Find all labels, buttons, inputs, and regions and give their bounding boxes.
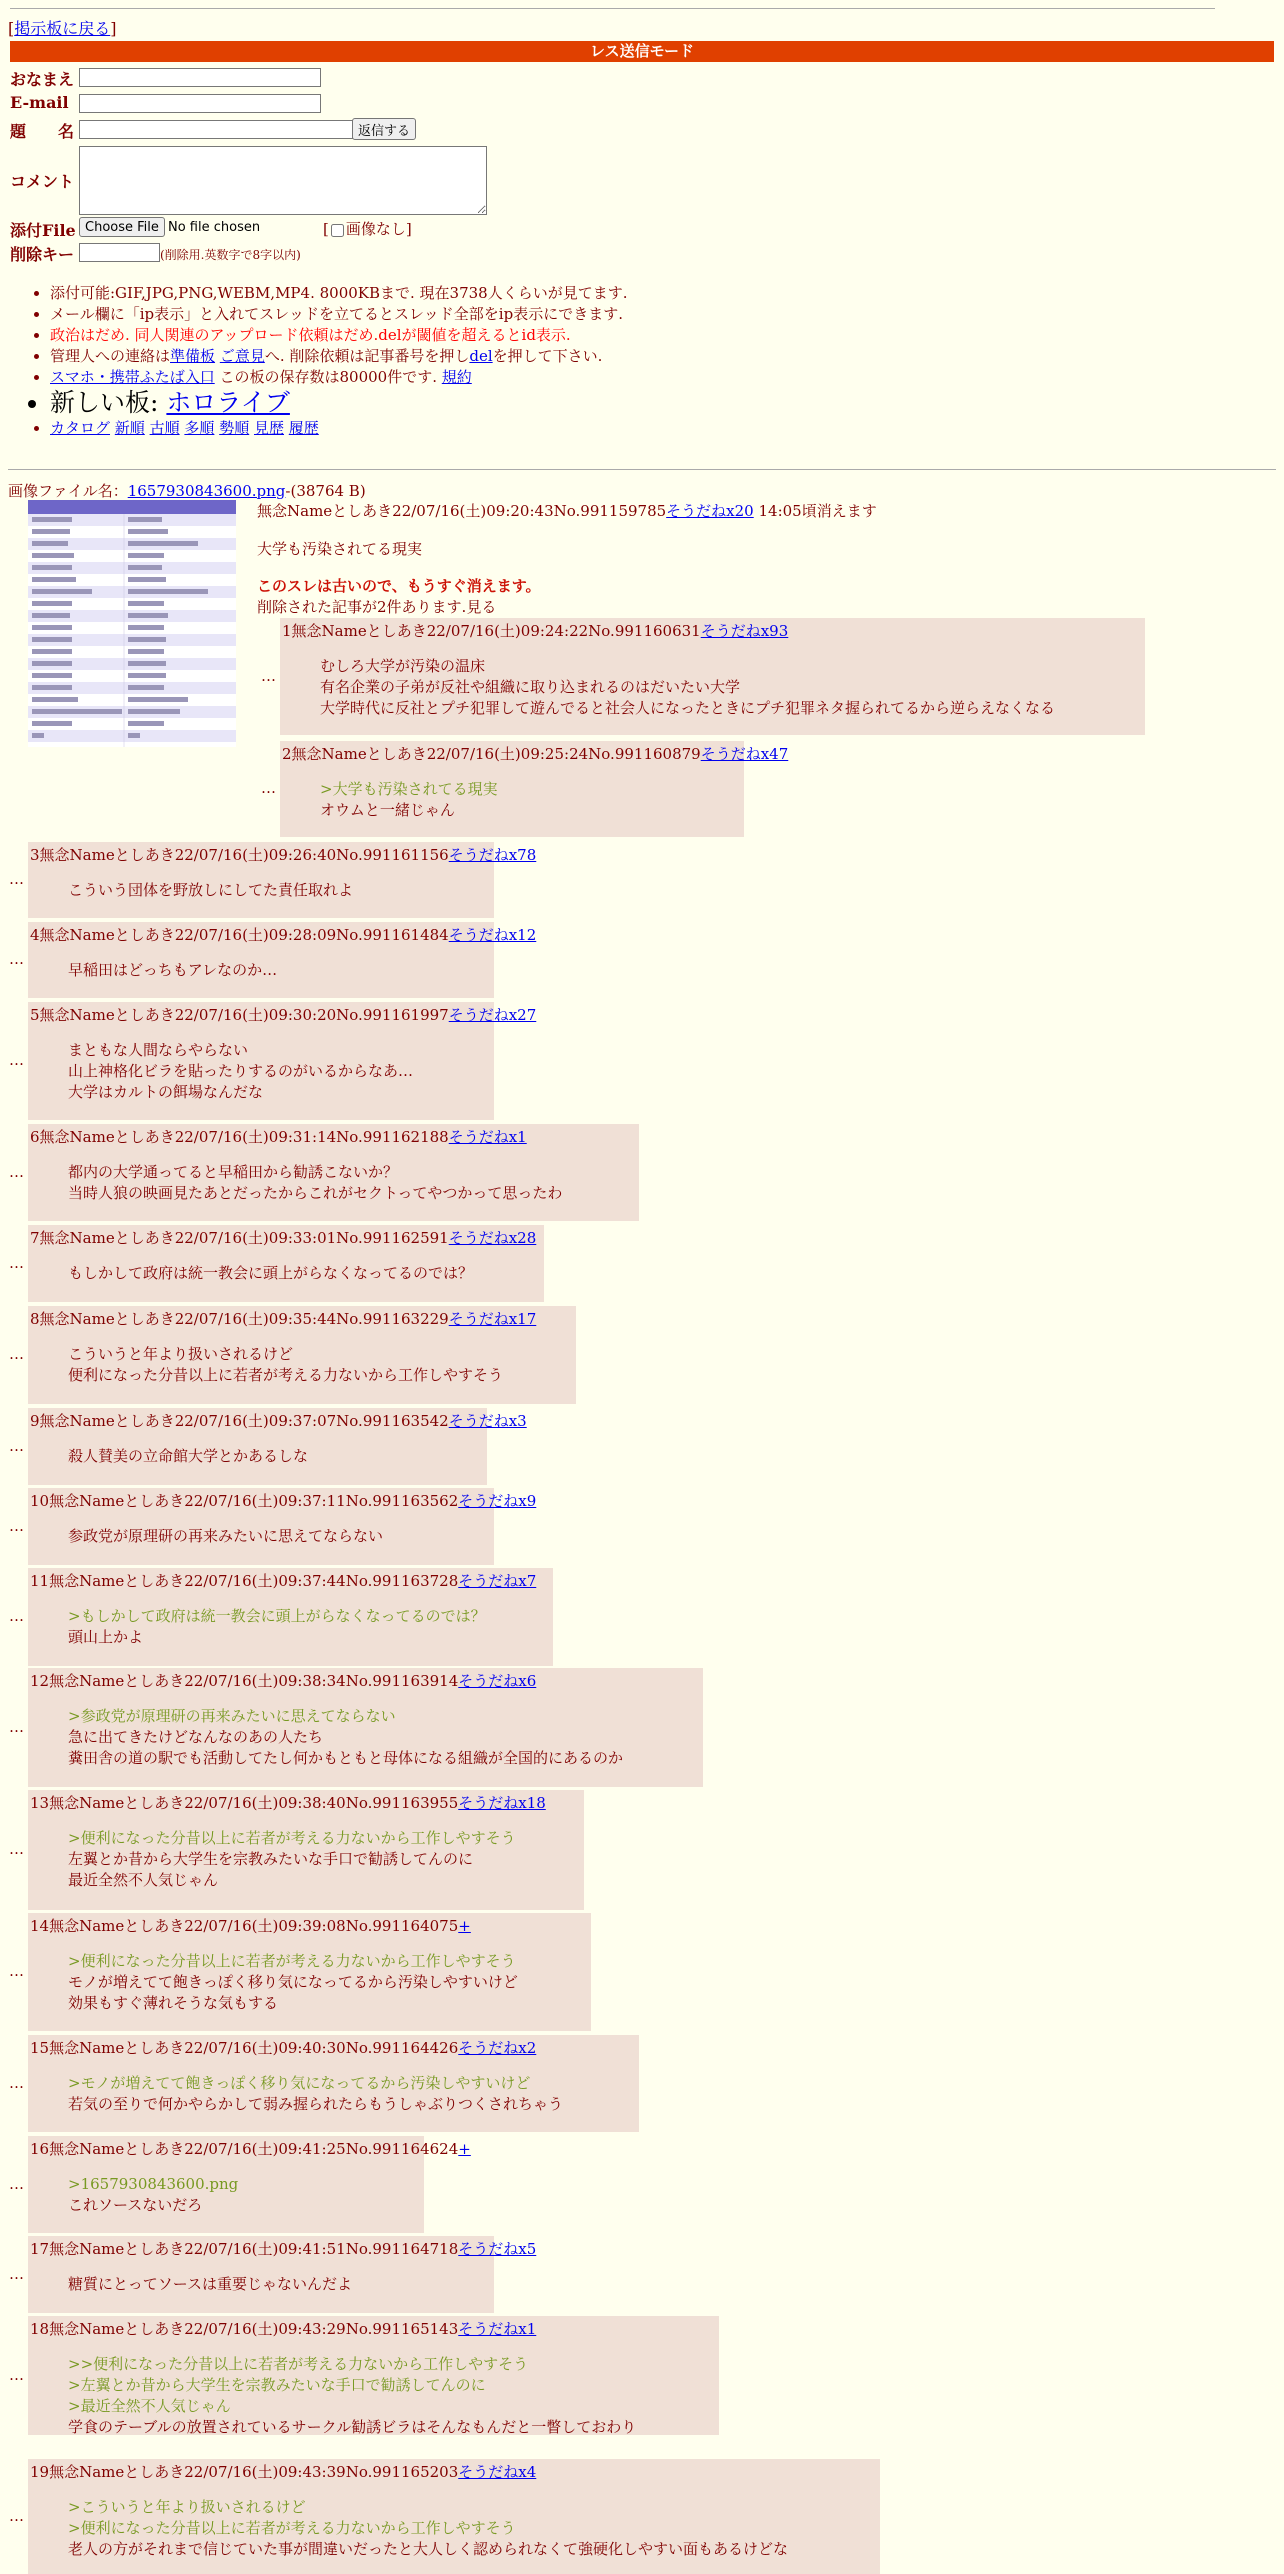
back-to-board-link[interactable]: 掲示板に戻る	[14, 19, 111, 38]
op-sodane-link[interactable]: そうだねx20	[666, 502, 754, 520]
reply-post	[28, 1488, 537, 1565]
reply-header: 12無念Nameとしあき22/07/16(土)09:38:34No.991163914そうだねx6	[30, 1672, 537, 1690]
reply-line: 若気の至りで何かやらかして弱み握られたらもうしゃぶりつくされちゃう	[68, 2095, 564, 2113]
reply-ellipsis: …	[9, 870, 24, 888]
reply-header: 17無念Nameとしあき22/07/16(土)09:41:51No.991164718そうだねx5	[30, 2240, 537, 2258]
quote-line: >>便利になった分昔以上に若者が考える力ないから工作しやすそう	[68, 2355, 529, 2373]
reply-body	[68, 1951, 518, 2014]
quote-line: >便利になった分昔以上に若者が考える力ないから工作しやすそう	[68, 2519, 516, 2537]
reply-body	[68, 1526, 383, 1547]
reply-line: 左翼とか昔から大学生を宗教みたいな手口で勧誘してんのに	[68, 1850, 474, 1868]
reply-line: オウムと一緒じゃん	[320, 801, 455, 819]
reply-line: 糖質にとってソースは重要じゃないんだよ	[68, 2275, 352, 2293]
reply-post	[28, 922, 537, 998]
reply-mode-bar: レス送信モード	[10, 41, 1274, 62]
sodane-link[interactable]: そうだねx1	[458, 2320, 537, 2338]
reply-line: 有名企業の子弟が反社や組織に取り込まれるのはだいたい大学	[320, 678, 741, 696]
reply-post	[280, 741, 789, 837]
quote-line: >便利になった分昔以上に若者が考える力ないから工作しやすそう	[68, 1952, 516, 1970]
quote-line: >1657930843600.png	[68, 2175, 239, 2193]
op-header: 無念Nameとしあき22/07/16(土)09:20:43No.991159785そうだねx20 14:05頃消えます	[257, 502, 877, 520]
sodane-link[interactable]: +	[458, 2140, 471, 2158]
op-file-link[interactable]: 1657930843600.png	[127, 482, 286, 500]
note-item: • 新しい板: ホロライブ	[50, 388, 628, 418]
reply-body	[68, 1040, 413, 1103]
reply-ellipsis: …	[9, 2506, 24, 2525]
delete-key-label: 削除キー	[10, 245, 75, 264]
reply-post	[28, 1408, 527, 1485]
reply-ellipsis: …	[9, 950, 24, 968]
reply-ellipsis: …	[9, 1607, 24, 1625]
reply-post	[28, 1568, 553, 1666]
reply-header: 1無念Nameとしあき22/07/16(土)09:24:22No.991160631そうだねx93	[282, 622, 789, 640]
op-image-thumbnail[interactable]	[28, 500, 236, 747]
reply-header: 14無念Nameとしあき22/07/16(土)09:39:08No.991164075+	[30, 1917, 471, 1935]
reply-ellipsis: …	[9, 1516, 24, 1535]
reply-body	[68, 2174, 238, 2216]
reply-post	[28, 1225, 544, 1302]
reply-line: こういう団体を野放しにしてた責任取れよ	[68, 881, 354, 899]
reply-post	[28, 2035, 639, 2132]
reply-line: 学食のテーブルの放置されているサークル勧誘ビラはそんなもんだと一瞥しておわり	[68, 2418, 637, 2436]
reply-post	[28, 2459, 880, 2574]
reply-line: 糞田舎の道の駅でも活動してたし何かもともと母体になる組織が全国的にあるのか	[68, 1749, 624, 1767]
reply-line: 殺人賛美の立命館大学とかあるしな	[68, 1447, 309, 1465]
email-input[interactable]	[79, 94, 321, 113]
mobile-entrance-link[interactable]: スマホ・携帯ふたば入口	[50, 368, 215, 386]
old-thread-warning: このスレは古いので、もうすぐ消えます。	[257, 577, 541, 595]
reply-post	[28, 1913, 591, 2031]
sodane-link[interactable]: そうだねx4	[458, 2463, 537, 2481]
sodane-link[interactable]: そうだねx17	[448, 1310, 537, 1328]
catalog-link[interactable]: カタログ	[50, 419, 111, 437]
reply-body	[68, 1828, 516, 1891]
quote-line: >便利になった分昔以上に若者が考える力ないから工作しやすそう	[68, 1829, 516, 1847]
reply-line: 参政党が原理研の再来みたいに思えてならない	[68, 1527, 384, 1545]
reply-line: 便利になった分昔以上に若者が考える力ないから工作しやすそう	[68, 1366, 504, 1384]
post-history-link[interactable]: 履歴	[288, 419, 319, 437]
reply-ellipsis: …	[9, 2174, 24, 2193]
reply-post	[28, 2236, 537, 2313]
reply-ellipsis: …	[261, 779, 276, 797]
reply-line: 都内の大学通ってると早稲田から勧誘こないか？	[68, 1163, 399, 1181]
reply-ellipsis: …	[9, 2365, 24, 2384]
viewed-history-link[interactable]: 見歴	[253, 419, 284, 437]
no-file-chosen-text: No file chosen	[168, 220, 261, 235]
reply-line: 老人の方がそれまで信じていた事が間違いだったと大人しく認められなくて強硬化しやすい面もあるけどな	[68, 2540, 789, 2558]
note-item: • メール欄に「ip表示」と入れてスレッドを立てるとスレッド全部をip表示にできます.	[50, 304, 628, 325]
no-image-checkbox[interactable]	[331, 224, 344, 237]
reply-body	[68, 880, 353, 901]
reply-header: 19無念Nameとしあき22/07/16(土)09:43:39No.991165203そうだねx4	[30, 2463, 537, 2481]
deleted-posts-notice: 削除された記事が2件あります.見る	[257, 598, 497, 616]
sodane-link[interactable]: そうだねx6	[458, 1672, 537, 1690]
reply-ellipsis: …	[9, 1717, 24, 1736]
quote-line: >参政党が原理研の再来みたいに思えてならない	[68, 1707, 396, 1725]
reply-ellipsis: …	[9, 1253, 24, 1272]
sodane-link[interactable]: そうだねx9	[458, 1492, 537, 1510]
reply-line: 急に出てきたけどなんなのあの人たち	[68, 1728, 324, 1746]
reply-body	[68, 2073, 563, 2115]
sort-new-link[interactable]: 新順	[114, 419, 145, 437]
reply-line: 頭山上かよ	[68, 1628, 144, 1646]
reply-body	[68, 1706, 623, 1769]
name-label: おなまえ	[10, 70, 75, 89]
reply-line: 当時人狼の映画見たあとだったからこれがセクトってやつかって思ったわ	[68, 1184, 563, 1202]
note-item	[50, 418, 628, 439]
reply-header: 2無念Nameとしあき22/07/16(土)09:25:24No.991160879そうだねx47	[282, 745, 789, 763]
reply-post	[28, 1124, 639, 1221]
reply-ellipsis: …	[9, 1840, 24, 1858]
sodane-link[interactable]: そうだねx2	[458, 2039, 537, 2057]
reply-header: 10無念Nameとしあき22/07/16(土)09:37:11No.991163562そうだねx9	[30, 1492, 537, 1510]
reply-line: 効果もすぐ薄れそうな気もする	[68, 1994, 279, 2012]
reply-body	[68, 1606, 486, 1648]
choose-file-button[interactable]: Choose File	[79, 217, 165, 237]
reply-line: モノが増えてて飽きっぽく移り気になってるから汚染しやすいけど	[68, 1973, 518, 1991]
reply-header: 7無念Nameとしあき22/07/16(土)09:33:01No.991162591そうだねx28	[30, 1229, 537, 1247]
comment-textarea[interactable]	[79, 146, 487, 215]
op-file-info: 画像ファイル名：1657930843600.png-(38764 B)	[8, 482, 366, 500]
quote-line: >こういうと年より扱いされるけど	[68, 2498, 306, 2516]
file-label: 添付File	[10, 221, 76, 240]
sodane-link[interactable]: そうだねx12	[448, 926, 537, 944]
quote-line: >左翼とか昔から大学生を宗教みたいな手口で勧誘してんのに	[68, 2376, 486, 2394]
reply-line: 早稲田はどっちもアレなのか…	[68, 961, 278, 979]
reply-line: まともな人間ならやらない	[68, 1041, 249, 1059]
reply-header: 8無念Nameとしあき22/07/16(土)09:35:44No.991163229そうだねx17	[30, 1310, 537, 1328]
reply-ellipsis: …	[9, 2073, 24, 2092]
reply-ellipsis: …	[9, 2264, 24, 2283]
subject-input[interactable]	[79, 120, 353, 139]
sodane-link[interactable]: そうだねx78	[448, 846, 537, 864]
no-image-wrap: [ 画像なし]	[323, 220, 412, 238]
reply-header: 11無念Nameとしあき22/07/16(土)09:37:44No.991163728そうだねx7	[30, 1572, 537, 1590]
sodane-link[interactable]: そうだねx3	[448, 1412, 527, 1430]
reply-ellipsis: …	[9, 1436, 24, 1455]
reply-line: むしろ大学が汚染の温床	[320, 657, 486, 675]
reply-body	[320, 656, 1055, 719]
reply-header: 4無念Nameとしあき22/07/16(土)09:28:09No.991161484そうだねx12	[30, 926, 537, 944]
quote-line: >もしかして政府は統一教会に頭上がらなくなってるのでは？	[68, 1607, 486, 1625]
reply-post	[28, 1668, 703, 1787]
email-label: E-mail	[10, 93, 69, 112]
reply-header: 18無念Nameとしあき22/07/16(土)09:43:29No.991165143そうだねx1	[30, 2320, 537, 2338]
reply-header: 9無念Nameとしあき22/07/16(土)09:37:07No.991163542そうだねx3	[30, 1412, 527, 1430]
board-notes	[50, 283, 628, 439]
sodane-link[interactable]: そうだねx18	[458, 1794, 546, 1812]
reply-post	[28, 1306, 576, 1404]
del-link[interactable]: del	[469, 347, 493, 365]
reply-post	[28, 842, 537, 918]
sodane-link[interactable]: そうだねx28	[448, 1229, 537, 1247]
no-image-label: 画像なし	[345, 220, 406, 238]
delete-key-input[interactable]	[79, 243, 160, 262]
reply-post	[28, 1790, 584, 1910]
comment-label: コメント	[10, 172, 75, 191]
reply-line: もしかして政府は統一教会に頭上がらなくなってるのでは？	[68, 1264, 474, 1282]
reply-header: 13無念Nameとしあき22/07/16(土)09:38:40No.991163955そうだねx18	[30, 1794, 546, 1812]
reply-line: 大学時代に反社とプチ犯罪して遊んでると社会人になったときにプチ犯罪ネタ握られてるから逆らえなくなる	[320, 699, 1056, 717]
submit-reply-button[interactable]: 返信する	[352, 118, 416, 140]
reply-line: 大学はカルトの餌場なんだな	[68, 1083, 264, 1101]
reply-body	[68, 2354, 636, 2438]
reply-body	[68, 1263, 473, 1284]
sodane-link[interactable]: そうだねx47	[700, 745, 789, 763]
reply-line: こういうと年より扱いされるけど	[68, 1345, 294, 1363]
hololive-board-link[interactable]: ホロライブ	[166, 388, 290, 417]
name-input[interactable]	[79, 68, 321, 87]
op-body: 大学も汚染されてる現実	[257, 540, 423, 558]
delete-key-hint: (削除用.英数字で8字以内)	[160, 248, 301, 262]
reply-post	[28, 2136, 471, 2233]
quote-line: >大学も汚染されてる現実	[320, 780, 498, 798]
sodane-link[interactable]: そうだねx7	[458, 1572, 537, 1590]
reply-ellipsis: …	[9, 1162, 24, 1181]
reply-header: 3無念Nameとしあき22/07/16(土)09:26:40No.991161156そうだねx78	[30, 846, 537, 864]
reply-body	[320, 779, 498, 821]
reply-body	[68, 1162, 562, 1204]
reply-body	[68, 1344, 503, 1386]
sort-momentum-link[interactable]: 勢順	[219, 419, 250, 437]
note-item: • 添付可能:GIF,JPG,PNG,WEBM,MP4. 8000KBまで. 現在3738人くらいが見てます.	[50, 283, 628, 304]
reply-body	[68, 1446, 308, 1467]
note-item: • 政治はだめ. 同人関連のアップロード依頼はだめ.delが閾値を超えるとid表示.	[50, 325, 628, 346]
reply-line: 最近全然不人気じゃん	[68, 1871, 219, 1889]
reply-post	[280, 618, 1145, 735]
reply-body	[68, 2497, 788, 2560]
reply-body	[68, 2274, 352, 2295]
prep-board-link[interactable]: 準備板	[170, 347, 216, 365]
sodane-link[interactable]: そうだねx27	[448, 1006, 537, 1024]
quote-line: >モノが増えてて飽きっぽく移り気になってるから汚染しやすいけど	[68, 2074, 531, 2092]
reply-post	[28, 2316, 719, 2435]
reply-ellipsis: …	[9, 1051, 24, 1069]
sodane-link[interactable]: そうだねx93	[700, 622, 789, 640]
reply-header: 5無念Nameとしあき22/07/16(土)09:30:20No.991161997そうだねx27	[30, 1006, 537, 1024]
sodane-link[interactable]: そうだねx5	[458, 2240, 537, 2258]
sodane-link[interactable]: そうだねx1	[448, 1128, 527, 1146]
top-divider	[10, 8, 1215, 9]
reply-body	[68, 960, 277, 981]
reply-ellipsis: …	[9, 1962, 24, 1980]
subject-label: 題 名	[10, 122, 75, 141]
reply-header: 16無念Nameとしあき22/07/16(土)09:41:25No.991164624+	[30, 2140, 471, 2158]
reply-line: 山上神格化ビラを貼ったりするのがいるからなあ…	[68, 1062, 414, 1080]
thread-divider	[8, 469, 1276, 470]
sort-many-link[interactable]: 多順	[184, 419, 215, 437]
sort-old-link[interactable]: 古順	[149, 419, 180, 437]
reply-ellipsis: …	[9, 1345, 24, 1363]
feedback-link[interactable]: ご意見	[219, 347, 265, 365]
rules-link[interactable]: 規約	[441, 368, 472, 386]
reply-line: これソースないだろ	[68, 2196, 203, 2214]
reply-post	[28, 1002, 537, 1120]
reply-header: 6無念Nameとしあき22/07/16(土)09:31:14No.991162188そうだねx1	[30, 1128, 527, 1146]
note-item: • 管理人への連絡は準備板 ご意見へ. 削除依頼は記事番号を押しdelを押して下さい.	[50, 346, 628, 367]
back-link-wrap: [掲示板に戻る]	[8, 19, 117, 38]
note-item: • スマホ・携帯ふたば入口 この板の保存数は80000件です. 規約	[50, 367, 628, 388]
sodane-link[interactable]: +	[458, 1917, 471, 1935]
reply-ellipsis: …	[261, 666, 276, 685]
quote-line: >最近全然不人気じゃん	[68, 2397, 231, 2415]
reply-header: 15無念Nameとしあき22/07/16(土)09:40:30No.991164426そうだねx2	[30, 2039, 537, 2057]
